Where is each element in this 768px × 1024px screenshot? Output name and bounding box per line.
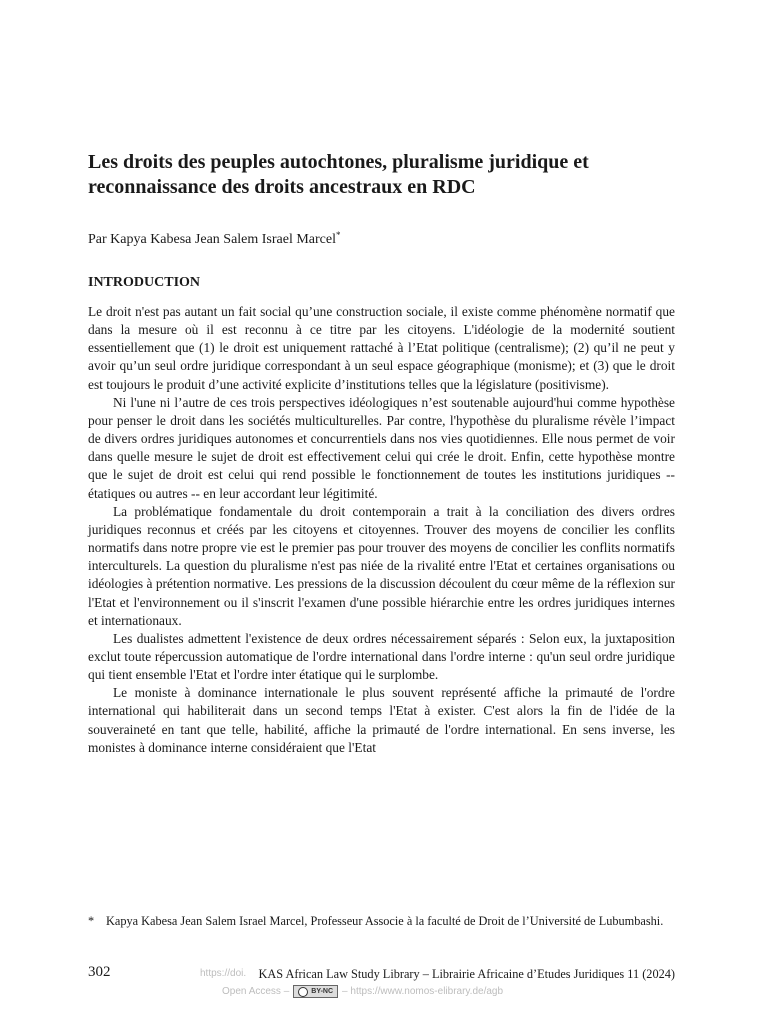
paragraph: Le droit n'est pas autant un fait social qu’une construction sociale, il existe comme phénomène normatif que dans la mesure où il est reconnu à ce titre par les citoyens. L'idéologie de la modernité soutient essentiellement que (1) le droit est uniquement rattaché à l’Etat politique (centralisme); (2) qu’il ne peut y avoir qu’un seul ordre juridique correspondant à un seul espace géographique (monisme); et (3) que le droit est toujours le produit d’une activité explicite d’institutions telles que la législature (positivisme). [88, 304, 675, 392]
cc-license-label: BY-NC [311, 988, 334, 995]
doi-watermark[interactable]: https://doi. [200, 968, 247, 979]
paragraph: Les dualistes admettent l'existence de deux ordres nécessairement séparés : Selon eux, la juxtaposition exclut toute répercussion automatique de l'ordre international dans l'ordre interne : qu'un seul ordre juridique qui tient ensemble l'Etat et l'ordre inter étatique qui le surplombe. [88, 630, 675, 683]
terms-link[interactable]: – https://www.nomos-elibrary.de/agb [342, 986, 504, 997]
footnote-text: Kapya Kabesa Jean Salem Israel Marcel, Professeur Associe à la faculté de Droit de l’Université de Lubumbashi. [106, 914, 664, 928]
paragraph: Le moniste à dominance internationale le plus souvent représenté affiche la primauté de l'ordre international qui habiliterait dans un second temps l'Etat à exister. C'est alors la fin de l'idée de la souveraineté en tant que telle, habilité, affiche la primauté de l'ordre international. En sens inverse, les monistes à dominance interne considéraient que l'Etat [88, 685, 675, 755]
page-number: 302 [88, 964, 111, 980]
author-name: Par Kapya Kabesa Jean Salem Israel Marcel [88, 232, 337, 247]
footnote [88, 913, 675, 929]
cc-logo-icon [298, 987, 308, 997]
open-access-watermark [222, 985, 503, 998]
footnote-marker: * [88, 914, 95, 928]
footnote-reference[interactable]: * [336, 230, 341, 240]
open-access-label: Open Access – [222, 986, 290, 997]
running-footer: KAS African Law Study Library – Librairie Africaine d’Etudes Juridiques 11 (2024) [258, 967, 675, 981]
article-title: Les droits des peuples autochtones, pluralisme juridique et reconnaissance des droits ancestraux en RDC [88, 151, 589, 198]
paragraph: Ni l'une ni l’autre de ces trois perspectives idéologiques n’est soutenable aujourd'hui comme hypothèse pour penser le droit dans les sociétés multiculturelles. Par contre, l'hypothèse du pluralisme révèle l’impact de divers ordres juridiques autonomes et concurrentiels dans nos vies quotidiennes. Elle nous permet de voir dans quelle mesure le sujet de droit est effectivement celui qui crée le droit. Enfin, cette hypothèse montre que le sujet de droit est celui qui rend possible le fonctionnement de toutes les institutions juridiques -- étatiques ou autres -- en leur accordant leur légitimité. [88, 394, 675, 501]
author-byline [88, 231, 341, 249]
cc-license-icon[interactable] [293, 985, 338, 998]
paragraph: La problématique fondamentale du droit contemporain a trait à la conciliation des divers ordres juridiques reconnus et créés par les citoyens et citoyennes. Trouver des moyens de concilier les conflits normatifs dans notre propre vie est le premier pas pour trouver des moyens de concilier les conflits normatifs interculturels. La question du pluralisme n'est pas niée de la rivalité entre l'Etat et certaines organisations ou idéologies à prétention normative. Les pressions de la discussion découlent du cœur même de la réflexion sur l'Etat et l'environnement ou il s'inscrit l'examen d'une possible hiérarchie entre les ordres juridiques internes et internationaux. [88, 503, 675, 628]
body-text [88, 303, 675, 757]
section-heading: INTRODUCTION [88, 275, 201, 290]
